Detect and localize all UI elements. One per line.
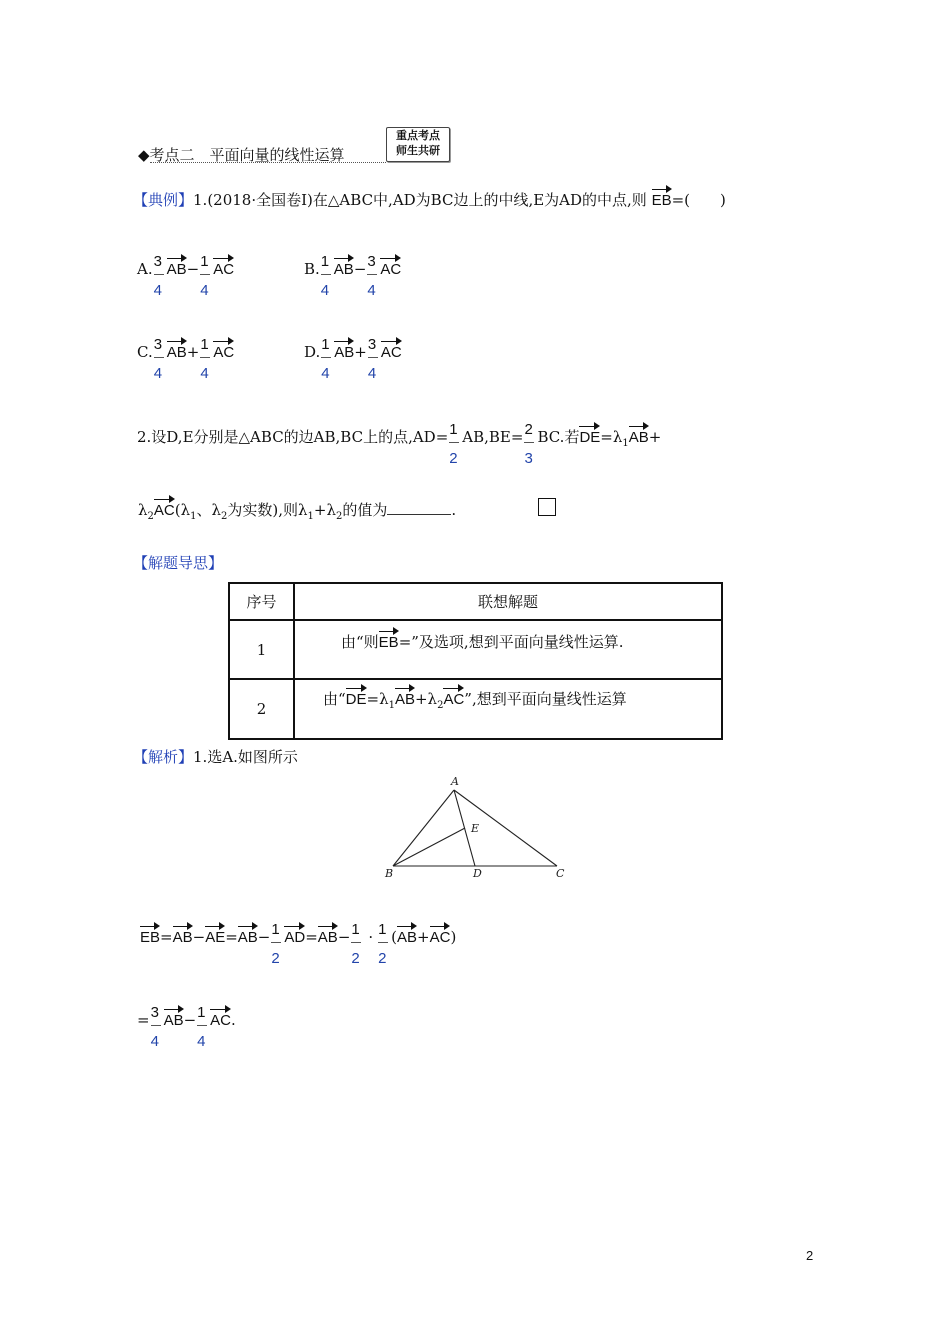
label-c: C: [556, 867, 565, 880]
side-ab: [393, 790, 454, 866]
row-topic: 由“$DE=\lambda_1AB+\lambda_2AC$”,想到平面向量线性运算: [294, 679, 722, 739]
subscript: 2: [335, 511, 343, 522]
vector-eb: EB: [378, 634, 399, 651]
vector-ac: AC: [210, 1012, 232, 1029]
vector-ab: AB: [163, 1012, 184, 1029]
section-title: 考点二 平面向量的线性运算: [149, 146, 345, 164]
header-topic: 联想解题: [294, 583, 722, 620]
q2-text-b: AB,BE=: [462, 428, 524, 446]
label-e: E: [471, 822, 480, 835]
option-d[interactable]: [304, 336, 402, 382]
subscript: 2: [220, 511, 228, 522]
subscript: 1: [307, 511, 314, 522]
vector-ab: AB: [628, 429, 649, 446]
option-a[interactable]: [137, 253, 235, 299]
solution-heading: [133, 746, 298, 767]
operator: −: [353, 260, 367, 278]
q2-text-e: +: [648, 428, 662, 446]
vector-ab: AB: [317, 929, 338, 946]
section-underline: [150, 162, 386, 163]
fraction: $\frac{1}{4}$: [320, 253, 330, 299]
vector-ac: AC: [213, 261, 235, 278]
operator: −: [186, 260, 200, 278]
solution-text: 1.选A.如图所示: [193, 748, 298, 766]
question-1-text: 1.(2018·全国卷Ⅰ)在△ABC中,AD为BC边上的中线,E为AD的中点,则: [193, 191, 647, 209]
option-label: C.: [137, 343, 153, 361]
question-1-tail: =( ): [671, 191, 726, 209]
subscript: 1: [622, 438, 629, 449]
q2-text-c: BC.若: [537, 428, 580, 446]
key-point-badge: [386, 127, 450, 162]
fraction: $\frac{3}{4}$: [367, 336, 377, 382]
table-header-row: [229, 583, 722, 620]
vector-ab: AB: [172, 929, 193, 946]
row-no: 1: [229, 620, 294, 679]
fraction: $\frac{1}{2}$: [378, 921, 387, 967]
option-label: B.: [304, 260, 320, 278]
label-d: D: [473, 867, 482, 880]
fraction: $\frac{3}{4}$: [367, 253, 376, 299]
example-tag: 【典例】: [133, 191, 194, 209]
label-b: B: [385, 867, 394, 880]
vector-ab: AB: [237, 929, 258, 946]
question-2-line-2: [138, 499, 456, 522]
operator: +: [354, 343, 367, 361]
vector-ac: AC: [429, 929, 451, 946]
option-label: D.: [304, 343, 321, 361]
solution-equation-1: EB=AB−AE=AB− $\frac{1}{2}$ AD=AB− $\frac{1}{2}$ · $\frac{1}{2}$ (AB+AC): [140, 921, 457, 967]
row-no: 2: [229, 679, 294, 739]
header-no: 序号: [229, 583, 294, 620]
q2-line2-e: +λ: [313, 501, 336, 519]
badge-line2: 师生共研: [396, 144, 440, 157]
vector-ac: AC: [443, 691, 465, 708]
vector-ab: AB: [394, 691, 415, 708]
side-ac: [454, 790, 557, 866]
q2-line2-b: (λ: [174, 501, 191, 519]
question-2-line-1: [137, 421, 662, 467]
vector-eb: EB: [140, 929, 161, 946]
guide-table: [228, 582, 723, 740]
question-1: [133, 189, 726, 210]
fraction: $\frac{3}{4}$: [153, 253, 162, 299]
vector-ae: AE: [205, 929, 226, 946]
option-b[interactable]: [304, 253, 402, 299]
solution-equation-2: = $\frac{3}{4}$ AB− $\frac{1}{4}$ AC.: [137, 1004, 236, 1050]
segment-be: [393, 828, 465, 866]
vector-ac: AC: [380, 261, 402, 278]
subscript: 2: [147, 511, 154, 522]
vector-ab: AB: [397, 929, 418, 946]
guide-tag: 【解题导思】: [133, 554, 224, 572]
option-label: A.: [137, 260, 153, 278]
vector-ab: AB: [166, 344, 187, 361]
answer-checkbox[interactable]: [538, 498, 556, 516]
solution-tag: 【解析】: [133, 748, 194, 766]
fraction: $\frac{1}{4}$: [200, 253, 209, 299]
fraction: $\frac{1}{2}$: [449, 421, 458, 467]
vector-ab: AB: [333, 261, 354, 278]
label-a: A: [451, 775, 459, 788]
answer-blank[interactable]: [387, 500, 451, 515]
vector-eb: EB: [651, 192, 672, 209]
fraction: $\frac{1}{2}$: [351, 921, 360, 967]
lambda: λ: [138, 501, 148, 519]
vector-ad: AD: [284, 929, 306, 946]
q2-text-a: 2.设D,E分别是△ABC的边AB,BC上的点,AD=: [137, 428, 449, 446]
q2-line2-d: 为实数),则λ: [227, 501, 308, 519]
vector-ac: AC: [213, 344, 235, 361]
vector-ac: AC: [153, 502, 175, 519]
vector-de: DE: [345, 691, 367, 708]
page-number: 2: [806, 1248, 814, 1263]
fraction: $\frac{3}{4}$: [153, 336, 163, 382]
fraction: $\frac{1}{4}$: [321, 336, 330, 382]
diamond-bullet-icon: ◆: [138, 146, 150, 164]
q2-line2-f: 的值为: [342, 501, 388, 519]
table-row: [229, 620, 722, 679]
vector-ab: AB: [334, 344, 355, 361]
operator: +: [186, 343, 200, 361]
vector-ac: AC: [380, 344, 402, 361]
subscript: 1: [190, 511, 197, 522]
fraction: $\frac{1}{4}$: [197, 1004, 206, 1050]
fraction: $\frac{1}{4}$: [200, 336, 209, 382]
q2-line2-g: .: [451, 501, 457, 519]
fraction: $\frac{2}{3}$: [524, 421, 533, 467]
triangle-figure: [380, 772, 580, 882]
fraction: $\frac{1}{2}$: [271, 921, 280, 967]
vector-ab: AB: [166, 261, 187, 278]
fraction: $\frac{3}{4}$: [150, 1004, 159, 1050]
q2-line2-c: 、λ: [196, 501, 221, 519]
row-topic: 由“则EB=”及选项,想到平面向量线性运算.: [294, 620, 722, 679]
table-row: [229, 679, 722, 739]
q2-text-d: =λ: [600, 428, 623, 446]
option-c[interactable]: [137, 336, 235, 382]
vector-de: DE: [579, 429, 601, 446]
badge-line1: 重点考点: [396, 129, 440, 142]
